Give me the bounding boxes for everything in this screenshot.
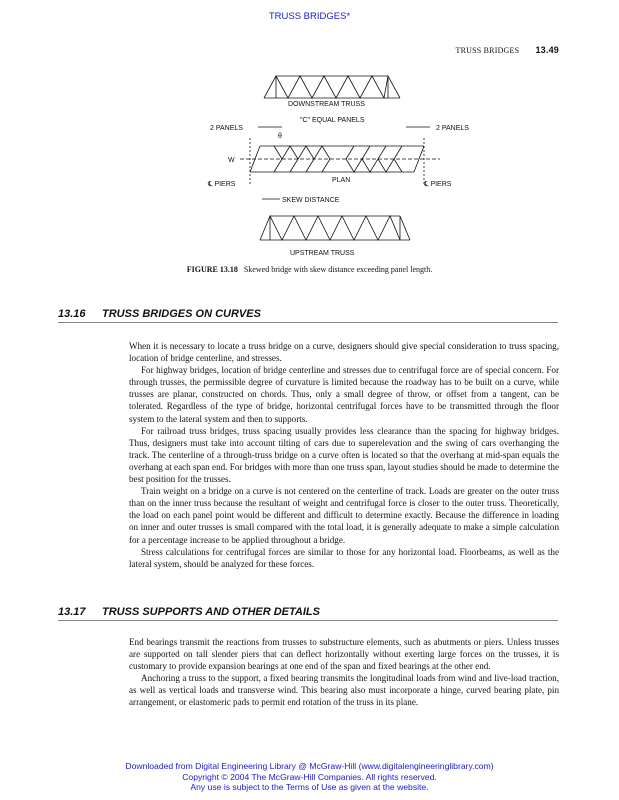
two-panels-left-label: 2 PANELS — [210, 125, 243, 132]
section-title: TRUSS BRIDGES ON CURVES — [102, 308, 261, 320]
figure-caption — [0, 265, 619, 274]
paragraph: For highway bridges, location of bridge centerline and stresses due to centrifugal force are of special concern. For through trusses, the permissible degree of curvature is limited because the roadway has to be built on a curve, while trusses are planar, constructed on chords. Thus, only a small degree of throw, or offset from a tangent, can be tolerated. Regardless of the type of bridge, horizontal centrifugal forces have to be transmitted through the floor system to the lateral system and then to supports. — [129, 365, 559, 424]
paragraph: Train weight on a bridge on a curve is not centered on the centerline of track. Loads are greater on the outer truss than on the inner truss because the resultant of weight and centrifugal force is closer to the outer truss. Theoretically, the load on each panel point would be different and difficult to determine exactly. Because the difference in loading on inner and outer trusses is small compared with the total load, it is generally adequate to make a simple calculation for a percentage increase to be applied throughout a bridge. — [129, 486, 559, 545]
figure-caption-text: Skewed bridge with skew distance exceeding panel length. — [243, 265, 433, 274]
footer-copyright: Copyright © 2004 The McGraw-Hill Companies. All rights reserved. — [182, 771, 437, 782]
figure-caption-label: FIGURE 13.18 — [186, 265, 238, 274]
footer-download-link[interactable]: Downloaded from Digital Engineering Library @ McGraw-Hill (www.digitalengineeringlibrary.com) — [125, 761, 494, 771]
piers-left-label: ℄ PIERS — [208, 181, 236, 188]
paragraph: Anchoring a truss to the support, a fixed bearing transmits the longitudinal loads from wind and live-load traction, as well as vertical loads and transverse wind. This bearing also must incorporate a hinge, curved bearing plate, pin arrangement, or elastomeric pads to permit end rotation of the truss in its plane. — [129, 673, 559, 708]
paragraph: For railroad truss bridges, truss spacing usually provides less clearance than the spacing for highway bridges. Thus, designers must take into account tilting of cars due to superelevation and the swing of cars overhanging the track. The centerline of a through-truss bridge on a curve often is located so that the overhang at mid-span equals the overhang at each span end. For bridges with more than one truss span, layout studies should be made to determine the best position for the trusses. — [129, 425, 559, 485]
section-heading-13-17 — [58, 606, 558, 621]
skewed-bridge-figure — [200, 62, 490, 262]
page-number: 13.49 — [535, 45, 559, 55]
footer-terms-link[interactable]: Any use is subject to the Terms of Use as given at the website. — [190, 782, 429, 792]
skew-distance-label: SKEW DISTANCE — [282, 197, 340, 204]
section-number: 13.16 — [58, 308, 86, 320]
section-13-16-body — [129, 340, 559, 570]
section-title: TRUSS SUPPORTS AND OTHER DETAILS — [102, 606, 320, 618]
running-head-title: TRUSS BRIDGES — [455, 46, 520, 55]
two-panels-right-label: 2 PANELS — [436, 125, 469, 132]
copyright-footer — [0, 761, 619, 793]
paragraph: End bearings transmit the reactions from trusses to substructure elements, such as abutments or piers. Unless trusses are supported on tall slender piers that can deflect horizontally without exerting large forces on the trusses, it is customary to provide expansion bearings at one end of the span and fixed bearings at the other end. — [129, 637, 559, 672]
piers-right-label: ℄ PIERS — [424, 181, 452, 188]
section-heading-13-16 — [58, 308, 558, 323]
downstream-truss-label: DOWNSTREAM TRUSS — [288, 101, 365, 108]
section-13-17-body — [129, 636, 559, 709]
upstream-truss-label: UPSTREAM TRUSS — [290, 250, 355, 257]
paragraph: Stress calculations for centrifugal forces are similar to those for any horizontal load. Floorbeams, as well as the lateral system, should be analyzed for these forces. — [129, 546, 559, 569]
equal-panels-label: "C" EQUAL PANELS — [300, 117, 365, 124]
plan-label: PLAN — [332, 177, 351, 184]
running-head — [456, 45, 559, 55]
theta-symbol: θ — [278, 133, 282, 140]
section-number: 13.17 — [58, 606, 86, 618]
downstream-truss-drawing — [264, 76, 400, 98]
width-label: W — [228, 157, 235, 164]
paragraph: When it is necessary to locate a truss bridge on a curve, designers should give special consideration to truss spacing, location of bridge centerline, and stresses. — [129, 341, 559, 364]
upstream-truss-drawing — [260, 216, 410, 240]
document-title-banner: TRUSS BRIDGES* — [268, 11, 351, 22]
